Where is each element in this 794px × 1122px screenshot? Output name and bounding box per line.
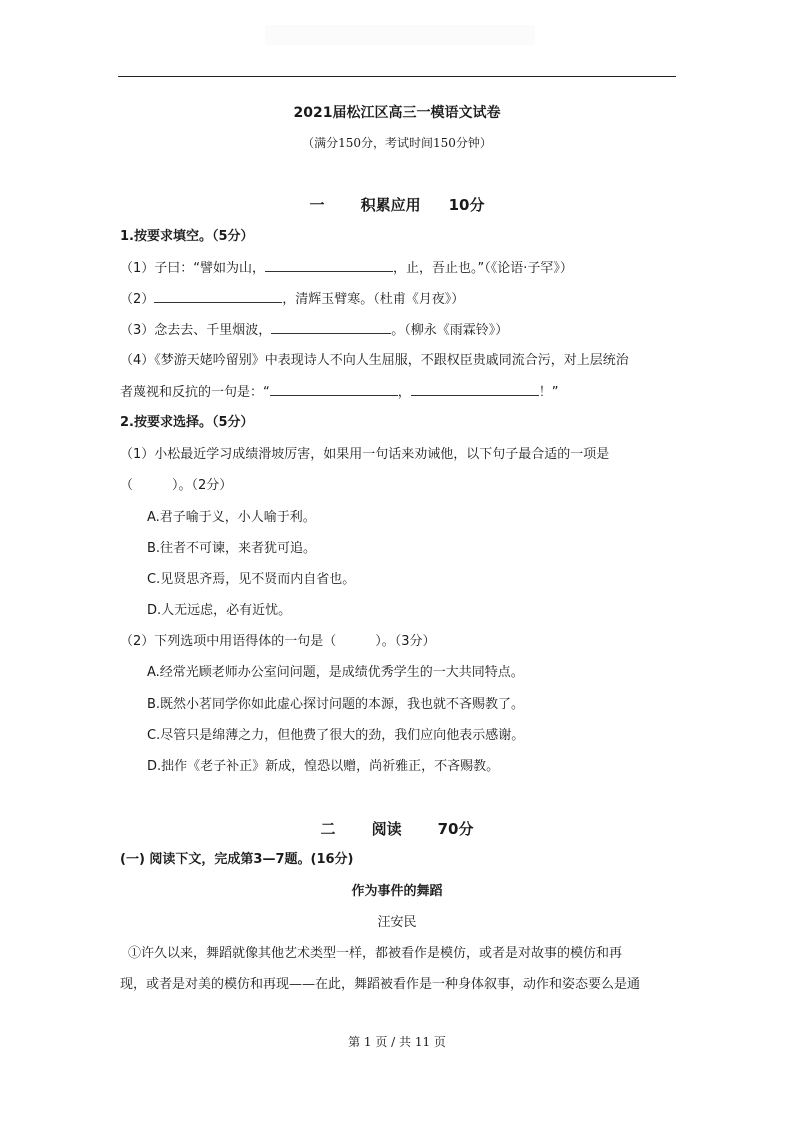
q2-sub2-option-d: D.拙作《老子补正》新成，惶恐以赠，尚祈雅正，不吝赐教。 bbox=[147, 759, 500, 774]
exam-subtitle: （满分150分，考试时间150分钟） bbox=[302, 136, 492, 150]
part1-header: (一) 阅读下文，完成第3—7题。(16分) bbox=[120, 852, 354, 867]
section2-number: 二 bbox=[320, 820, 336, 838]
q1-item2-text-a: （2） bbox=[120, 292, 155, 307]
q2-header: 2.按要求选择。（5分） bbox=[120, 415, 254, 430]
answer-blank[interactable] bbox=[154, 290, 282, 303]
q1-item3-text-a: （3）念去去、千里烟波， bbox=[120, 323, 272, 338]
paragraph-1-line-1: ①许久以来，舞蹈就像其他艺术类型一样，都被看作是模仿，或者是对故事的模仿和再 bbox=[128, 946, 623, 961]
q1-item2-text-b: ，清辉玉臂寒。（杜甫《月夜》） bbox=[282, 292, 465, 307]
article-author: 汪安民 bbox=[377, 915, 417, 930]
q2-sub2-option-b: B.既然小茗同学你如此虚心探讨问题的本源，我也就不吝赐教了。 bbox=[147, 697, 525, 712]
q1-item4-line2 bbox=[120, 383, 559, 402]
section1-score: 10分 bbox=[448, 196, 485, 214]
answer-blank[interactable] bbox=[265, 259, 393, 272]
q1-item3 bbox=[120, 321, 508, 340]
q1-item1-text-a: （1）子曰：“譬如为山， bbox=[120, 261, 266, 276]
answer-blank[interactable] bbox=[270, 383, 398, 396]
q1-item1-text-b: ，止，吾止也。”（《论语·子罕》） bbox=[393, 261, 573, 276]
q2-sub1-option-a: A.君子喻于义，小人喻于利。 bbox=[147, 510, 316, 525]
q2-sub2-option-a: A.经常光顾老师办公室问问题，是成绩优秀学生的一大共同特点。 bbox=[147, 665, 524, 680]
answer-blank[interactable] bbox=[411, 383, 539, 396]
paragraph-1-line-2: 现，或者是对美的模仿和再现——在此，舞蹈被看作是一种身体叙事，动作和姿态要么是通 bbox=[120, 977, 641, 992]
q1-item4-text-a: 者蔑视和反抗的一句是：“ bbox=[120, 385, 270, 400]
page-footer: 第 1 页 / 共 11 页 bbox=[348, 1035, 446, 1049]
section2-heading bbox=[0, 820, 794, 838]
q1-item4-line1: （4）《梦游天姥吟留别》中表现诗人不向人生屈服，不跟权臣贵戚同流合污，对上层统治 bbox=[120, 353, 629, 368]
q2-sub1-line1: （1）小松最近学习成绩滑坡厉害，如果用一句话来劝诫他，以下句子最合适的一项是 bbox=[120, 447, 610, 462]
header-rule bbox=[118, 76, 676, 77]
q1-item2 bbox=[120, 290, 464, 309]
section2-name: 阅读 bbox=[371, 820, 402, 838]
q1-item1 bbox=[120, 259, 573, 278]
answer-blank[interactable] bbox=[271, 321, 391, 334]
q1-item4-text-c: ！” bbox=[538, 385, 559, 400]
q2-sub1-option-d: D.人无远虑，必有近忧。 bbox=[147, 603, 292, 618]
q2-sub2-option-c: C.尽管只是绵薄之力，但他费了很大的劲，我们应向他表示感谢。 bbox=[147, 728, 525, 743]
section1-number: 一 bbox=[309, 196, 325, 214]
q2-sub2-line1: （2）下列选项中用语得体的一句是（ ）。（3分） bbox=[120, 634, 436, 649]
article-title: 作为事件的舞蹈 bbox=[351, 884, 443, 899]
q2-sub1-option-c: C.见贤思齐焉，见不贤而内自省也。 bbox=[147, 572, 356, 587]
q2-sub1-line2: （ ）。（2分） bbox=[120, 478, 233, 493]
section1-name: 积累应用 bbox=[360, 196, 421, 214]
section1-heading bbox=[0, 196, 794, 214]
q1-item3-text-b: 。（柳永《雨霖铃》） bbox=[391, 323, 509, 338]
header-placeholder bbox=[265, 25, 535, 45]
q2-sub1-option-b: B.往者不可谏，来者犹可追。 bbox=[147, 541, 317, 556]
exam-title: 2021届松江区高三一模语文试卷 bbox=[293, 105, 501, 121]
section2-score: 70分 bbox=[437, 820, 474, 838]
q1-item4-text-b: ， bbox=[397, 385, 411, 400]
q1-header: 1.按要求填空。（5分） bbox=[120, 229, 254, 244]
